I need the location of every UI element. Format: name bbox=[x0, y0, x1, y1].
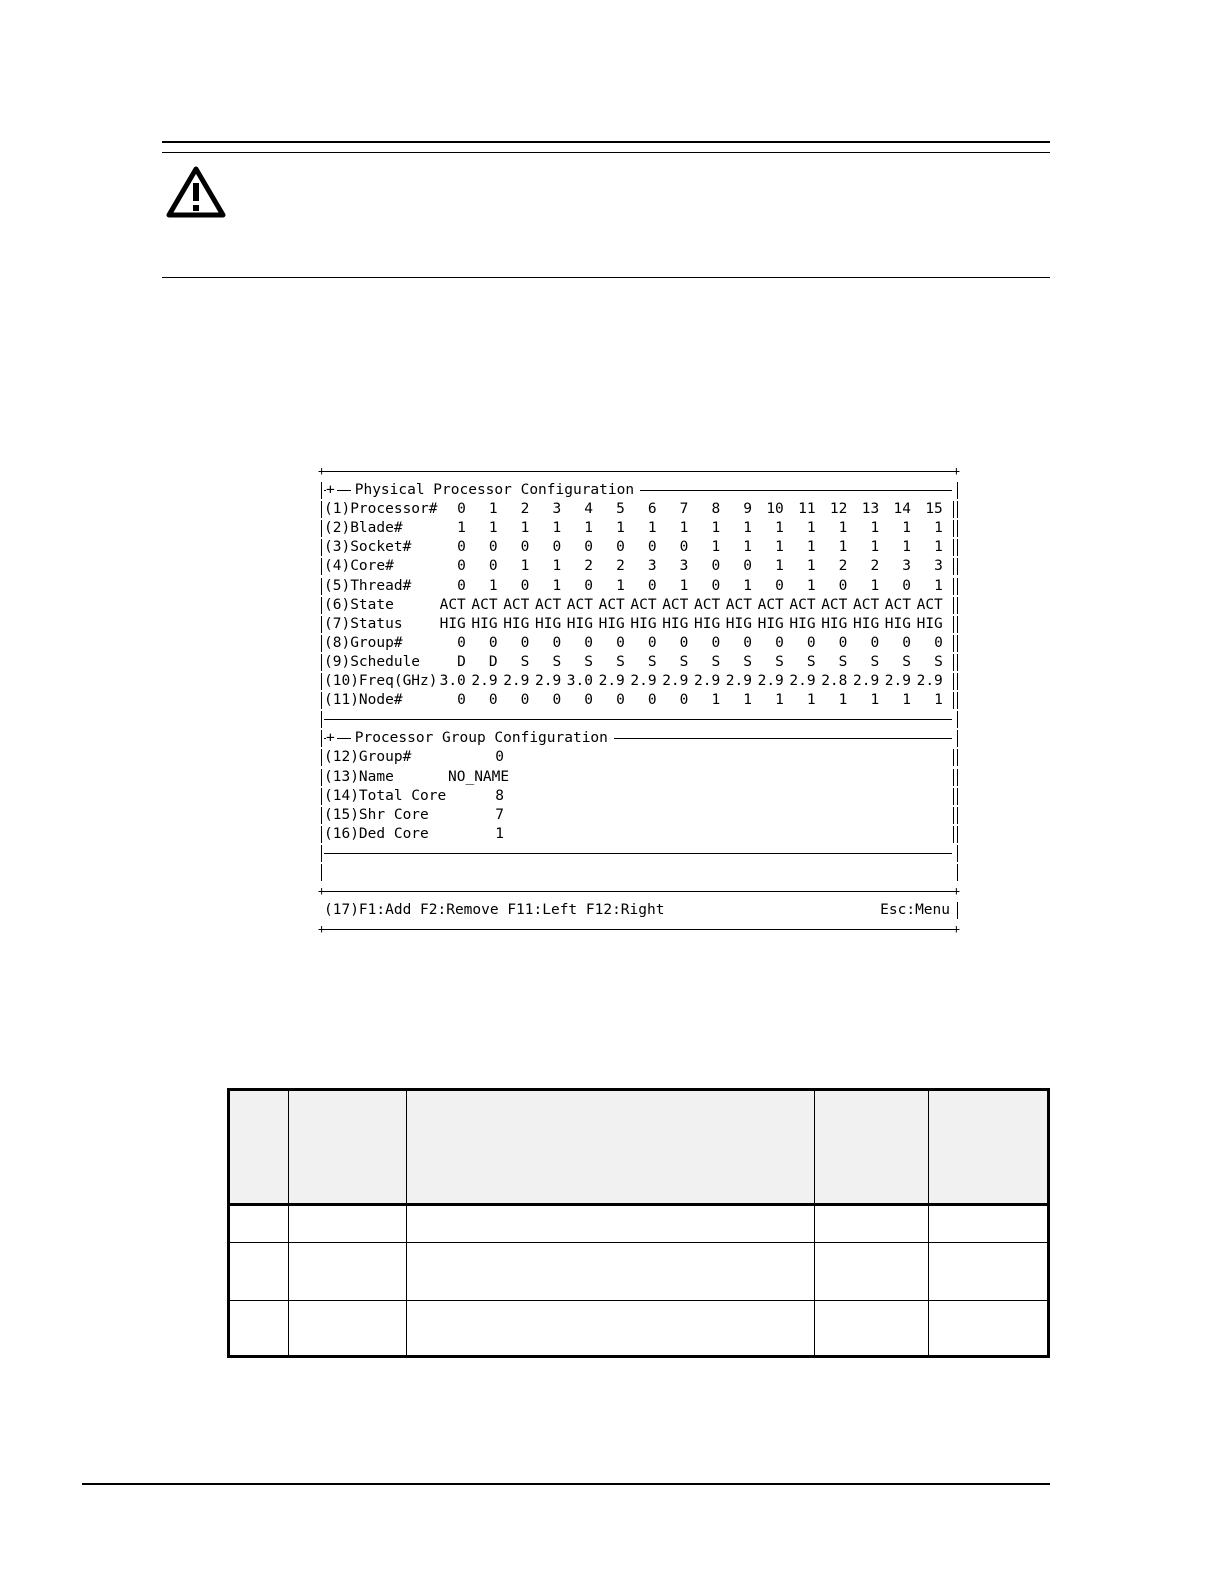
function-key-bar bbox=[318, 901, 960, 920]
processor-cell: 1 bbox=[679, 577, 689, 594]
screen-top-border: + + bbox=[318, 462, 960, 481]
processor-cell: 0 bbox=[584, 634, 593, 651]
row-label[interactable]: (2)Blade# bbox=[324, 520, 403, 537]
processor-cell: 15 bbox=[925, 501, 943, 518]
processor-row bbox=[318, 615, 960, 634]
processor-cell: S bbox=[934, 653, 943, 670]
processor-cell: HIG bbox=[725, 615, 752, 632]
processor-cell: 1 bbox=[488, 520, 498, 537]
processor-cell: 1 bbox=[806, 539, 816, 556]
physical-section-end bbox=[318, 710, 960, 729]
processor-cell: HIG bbox=[598, 615, 625, 632]
group-row-label[interactable]: (12)Group# bbox=[324, 749, 412, 766]
processor-cell: 0 bbox=[806, 634, 816, 651]
processor-cell: 2.9 bbox=[916, 673, 943, 690]
group-row-value: NO_NAME bbox=[448, 768, 510, 785]
processor-cell: 3 bbox=[902, 558, 911, 575]
processor-cell: HIG bbox=[916, 615, 943, 632]
processor-cell: 0 bbox=[488, 558, 498, 575]
processor-cell: S bbox=[902, 653, 911, 670]
processor-cell: 0 bbox=[775, 577, 784, 594]
processor-cell: ACT bbox=[789, 596, 816, 613]
function-keys[interactable]: (17)F1:Add F2:Remove F11:Left F12:Right bbox=[324, 902, 665, 919]
physical-processor-screen bbox=[318, 462, 960, 939]
processor-cell: S bbox=[616, 653, 625, 670]
message-line bbox=[318, 863, 960, 882]
processor-cell: 0 bbox=[647, 692, 657, 709]
processor-cell: 1 bbox=[616, 577, 625, 594]
group-section-header bbox=[318, 729, 960, 748]
processor-cell: 0 bbox=[647, 577, 657, 594]
row-label[interactable]: (9)Schedule bbox=[324, 653, 421, 670]
processor-cell: 1 bbox=[616, 520, 625, 537]
processor-cell: 4 bbox=[584, 501, 593, 518]
processor-cell: 2.9 bbox=[884, 673, 911, 690]
processor-cell: D bbox=[488, 653, 498, 670]
processor-cell: S bbox=[520, 653, 530, 670]
processor-cell: 0 bbox=[711, 577, 721, 594]
processor-cell: HIG bbox=[630, 615, 657, 632]
processor-cell: 0 bbox=[457, 634, 466, 651]
footer-top-border: + + bbox=[318, 882, 960, 901]
processor-cell: ACT bbox=[598, 596, 625, 613]
processor-cell: 1 bbox=[488, 501, 498, 518]
processor-cell: HIG bbox=[662, 615, 689, 632]
row-label[interactable]: (1)Processor# bbox=[324, 501, 438, 518]
processor-cell: 1 bbox=[679, 520, 689, 537]
processor-cell: 1 bbox=[902, 520, 911, 537]
processor-cell: 1 bbox=[806, 520, 816, 537]
processor-cell: 2 bbox=[520, 501, 530, 518]
processor-cell: 1 bbox=[647, 520, 657, 537]
processor-cell: 0 bbox=[457, 692, 466, 709]
esc-menu-key[interactable]: Esc:Menu bbox=[880, 902, 950, 919]
processor-cell: HIG bbox=[884, 615, 911, 632]
processor-cell: 1 bbox=[934, 520, 943, 537]
physical-rows bbox=[318, 500, 960, 710]
processor-cell: HIG bbox=[471, 615, 498, 632]
processor-cell: 1 bbox=[520, 520, 530, 537]
processor-cell: 3 bbox=[647, 558, 657, 575]
screen-bottom-border: + + bbox=[318, 920, 960, 939]
row-label[interactable]: (6)State bbox=[324, 596, 394, 613]
processor-cell: S bbox=[743, 653, 752, 670]
processor-cell: 0 bbox=[552, 634, 562, 651]
processor-cell: 0 bbox=[838, 634, 848, 651]
processor-cell: ACT bbox=[630, 596, 657, 613]
processor-cell: 2.9 bbox=[693, 673, 721, 690]
processor-cell: ACT bbox=[884, 596, 911, 613]
table-row-divider bbox=[230, 1242, 1047, 1243]
processor-cell: ACT bbox=[503, 596, 530, 613]
processor-cell: 2.9 bbox=[630, 673, 657, 690]
group-row bbox=[318, 825, 960, 844]
processor-cell: 1 bbox=[552, 520, 562, 537]
processor-cell: 1 bbox=[552, 577, 562, 594]
processor-cell: 1 bbox=[870, 692, 880, 709]
processor-cell: 3.0 bbox=[439, 673, 466, 690]
processor-row bbox=[318, 691, 960, 710]
processor-cell: 11 bbox=[798, 501, 816, 518]
processor-cell: 1 bbox=[806, 558, 816, 575]
processor-cell: 10 bbox=[766, 501, 784, 518]
processor-cell: 3 bbox=[934, 558, 943, 575]
processor-cell: HIG bbox=[789, 615, 816, 632]
processor-cell: 3.0 bbox=[566, 673, 593, 690]
processor-cell: 1 bbox=[870, 520, 880, 537]
processor-cell: D bbox=[457, 653, 466, 670]
processor-cell: 0 bbox=[711, 634, 721, 651]
processor-cell: ACT bbox=[852, 596, 880, 613]
table-header-divider bbox=[230, 1203, 1047, 1206]
processor-cell: 1 bbox=[743, 692, 752, 709]
processor-cell: 0 bbox=[616, 634, 625, 651]
processor-cell: 1 bbox=[870, 539, 880, 556]
processor-cell: 1 bbox=[552, 558, 562, 575]
group-row-value: 8 bbox=[495, 787, 504, 804]
group-row-label[interactable]: (14)Total Core bbox=[324, 787, 447, 804]
processor-row bbox=[318, 596, 960, 615]
processor-cell: 0 bbox=[679, 539, 689, 556]
processor-cell: ACT bbox=[821, 596, 848, 613]
processor-cell: 0 bbox=[552, 692, 562, 709]
table-column-divider bbox=[928, 1091, 929, 1355]
processor-cell: 0 bbox=[520, 634, 530, 651]
processor-cell: 1 bbox=[584, 520, 593, 537]
processor-cell: 1 bbox=[775, 692, 784, 709]
group-row-value: 7 bbox=[495, 806, 504, 823]
processor-cell: S bbox=[584, 653, 593, 670]
processor-cell: 0 bbox=[584, 539, 593, 556]
processor-cell: ACT bbox=[439, 596, 466, 613]
table-column-divider bbox=[814, 1091, 815, 1355]
processor-cell: 0 bbox=[457, 539, 466, 556]
processor-cell: 2.8 bbox=[821, 673, 848, 690]
processor-cell: 2 bbox=[870, 558, 880, 575]
processor-cell: 1 bbox=[902, 539, 911, 556]
processor-cell: 1 bbox=[934, 539, 943, 556]
processor-cell: 1 bbox=[711, 539, 721, 556]
processor-cell: ACT bbox=[534, 596, 562, 613]
processor-cell: 2 bbox=[838, 558, 848, 575]
processor-cell: 12 bbox=[829, 501, 848, 518]
group-row bbox=[318, 806, 960, 825]
processor-cell: ACT bbox=[725, 596, 752, 613]
processor-cell: 2.9 bbox=[757, 673, 784, 690]
processor-cell: 0 bbox=[616, 539, 625, 556]
physical-section-title: + Physical Processor Configuration bbox=[326, 481, 640, 500]
processor-cell: ACT bbox=[566, 596, 593, 613]
processor-cell: 2.9 bbox=[503, 673, 530, 690]
processor-cell: 0 bbox=[902, 634, 911, 651]
processor-cell: 13 bbox=[861, 501, 880, 518]
processor-cell: 0 bbox=[488, 539, 498, 556]
row-label[interactable]: (8)Group# bbox=[324, 634, 403, 651]
page-footer-rule bbox=[82, 1483, 1050, 1485]
processor-cell: 1 bbox=[488, 577, 498, 594]
physical-section-header bbox=[318, 481, 960, 500]
processor-cell: 2.9 bbox=[598, 673, 625, 690]
caution-bottom-rule bbox=[162, 277, 1050, 278]
processor-cell: HIG bbox=[534, 615, 562, 632]
processor-cell: S bbox=[775, 653, 784, 670]
processor-cell: 1 bbox=[520, 558, 530, 575]
processor-cell: S bbox=[806, 653, 816, 670]
processor-cell: 1 bbox=[838, 692, 848, 709]
processor-cell: 1 bbox=[457, 520, 466, 537]
processor-cell: 1 bbox=[838, 539, 848, 556]
processor-cell: 1 bbox=[806, 577, 816, 594]
processor-cell: S bbox=[711, 653, 721, 670]
row-label[interactable]: (5)Thread# bbox=[324, 577, 412, 594]
processor-cell: ACT bbox=[757, 596, 784, 613]
row-label[interactable]: (4)Core# bbox=[324, 558, 394, 575]
processor-row bbox=[318, 538, 960, 557]
processor-cell: 0 bbox=[743, 634, 752, 651]
processor-cell: 0 bbox=[520, 539, 530, 556]
processor-cell: S bbox=[838, 653, 848, 670]
processor-cell: HIG bbox=[503, 615, 530, 632]
processor-cell: 0 bbox=[457, 558, 466, 575]
processor-cell: 1 bbox=[711, 520, 721, 537]
processor-cell: 8 bbox=[711, 501, 721, 518]
processor-cell: 0 bbox=[775, 634, 784, 651]
caution-top-rule-1 bbox=[162, 141, 1050, 143]
group-row-value: 1 bbox=[495, 825, 504, 842]
processor-row bbox=[318, 653, 960, 672]
processor-row bbox=[318, 577, 960, 596]
processor-row bbox=[318, 500, 960, 519]
row-label[interactable]: (10)Freq(GHz) bbox=[324, 673, 438, 690]
processor-cell: 0 bbox=[679, 634, 689, 651]
processor-cell: 0 bbox=[457, 501, 466, 518]
processor-cell: 0 bbox=[457, 577, 466, 594]
processor-cell: 0 bbox=[520, 577, 530, 594]
processor-cell: 0 bbox=[488, 634, 498, 651]
processor-cell: 0 bbox=[584, 692, 593, 709]
group-section-end bbox=[318, 844, 960, 863]
processor-cell: 0 bbox=[679, 692, 689, 709]
processor-row bbox=[318, 519, 960, 538]
group-row bbox=[318, 768, 960, 787]
processor-cell: HIG bbox=[439, 615, 466, 632]
processor-cell: 2 bbox=[616, 558, 625, 575]
processor-cell: 0 bbox=[711, 558, 721, 575]
row-label[interactable]: (7)Status bbox=[324, 615, 403, 632]
processor-cell: ACT bbox=[693, 596, 721, 613]
processor-cell: 1 bbox=[775, 539, 784, 556]
processor-cell: 3 bbox=[552, 501, 562, 518]
processor-cell: 0 bbox=[870, 634, 880, 651]
processor-cell: S bbox=[679, 653, 689, 670]
processor-cell: 7 bbox=[679, 501, 689, 518]
processor-cell: 2.9 bbox=[852, 673, 880, 690]
processor-cell: 0 bbox=[743, 558, 752, 575]
processor-cell: HIG bbox=[566, 615, 593, 632]
processor-cell: 1 bbox=[934, 577, 943, 594]
table-header-row bbox=[230, 1091, 1047, 1203]
blank-table bbox=[227, 1088, 1050, 1358]
processor-cell: S bbox=[870, 653, 880, 670]
processor-cell: 2.9 bbox=[471, 673, 498, 690]
processor-cell: 1 bbox=[838, 520, 848, 537]
group-row bbox=[318, 748, 960, 767]
processor-cell: ACT bbox=[916, 596, 943, 613]
warning-icon bbox=[166, 166, 226, 218]
processor-cell: HIG bbox=[757, 615, 784, 632]
group-row-label[interactable]: (16)Ded Core bbox=[324, 825, 429, 842]
processor-cell: ACT bbox=[662, 596, 689, 613]
processor-cell: 0 bbox=[584, 577, 593, 594]
processor-cell: 2.9 bbox=[534, 673, 562, 690]
processor-cell: 1 bbox=[775, 558, 784, 575]
processor-cell: 0 bbox=[902, 577, 911, 594]
processor-cell: 5 bbox=[616, 501, 625, 518]
table-row-divider bbox=[230, 1300, 1047, 1301]
processor-cell: 1 bbox=[743, 539, 752, 556]
group-section-title: + Processor Group Configuration bbox=[326, 729, 614, 748]
processor-cell: 1 bbox=[711, 692, 721, 709]
table-column-divider bbox=[288, 1091, 289, 1355]
table-column-divider bbox=[406, 1091, 407, 1355]
row-label[interactable]: (11)Node# bbox=[324, 692, 403, 709]
processor-cell: 0 bbox=[616, 692, 625, 709]
processor-cell: HIG bbox=[821, 615, 848, 632]
group-rows bbox=[318, 748, 960, 843]
processor-row bbox=[318, 557, 960, 576]
caution-top-rule-2 bbox=[162, 152, 1050, 153]
processor-cell: 6 bbox=[647, 501, 657, 518]
processor-cell: 14 bbox=[893, 501, 911, 518]
processor-cell: 1 bbox=[870, 577, 880, 594]
processor-cell: 0 bbox=[647, 634, 657, 651]
processor-cell: S bbox=[647, 653, 657, 670]
processor-cell: ACT bbox=[471, 596, 498, 613]
processor-row bbox=[318, 672, 960, 691]
processor-cell: 1 bbox=[934, 692, 943, 709]
group-row-label[interactable]: (15)Shr Core bbox=[324, 806, 429, 823]
processor-cell: 0 bbox=[520, 692, 530, 709]
processor-cell: HIG bbox=[693, 615, 721, 632]
processor-cell: 2.9 bbox=[789, 673, 816, 690]
processor-cell: 0 bbox=[838, 577, 848, 594]
processor-cell: S bbox=[552, 653, 562, 670]
processor-cell: 9 bbox=[743, 501, 752, 518]
processor-cell: 1 bbox=[806, 692, 816, 709]
processor-cell: 1 bbox=[775, 520, 784, 537]
processor-cell: HIG bbox=[852, 615, 880, 632]
processor-cell: 0 bbox=[934, 634, 943, 651]
processor-cell: 0 bbox=[488, 692, 498, 709]
processor-cell: 1 bbox=[743, 577, 752, 594]
processor-cell: 1 bbox=[743, 520, 752, 537]
processor-cell: 0 bbox=[647, 539, 657, 556]
group-row-value: 0 bbox=[495, 749, 504, 766]
processor-cell: 0 bbox=[552, 539, 562, 556]
processor-row bbox=[318, 634, 960, 653]
processor-cell: 3 bbox=[679, 558, 689, 575]
processor-cell: 2.9 bbox=[725, 673, 752, 690]
processor-cell: 2.9 bbox=[662, 673, 689, 690]
row-label[interactable]: (3)Socket# bbox=[324, 539, 412, 556]
processor-cell: 1 bbox=[902, 692, 911, 709]
group-row-label[interactable]: (13)Name bbox=[324, 768, 394, 785]
processor-cell: 2 bbox=[584, 558, 593, 575]
group-row bbox=[318, 787, 960, 806]
